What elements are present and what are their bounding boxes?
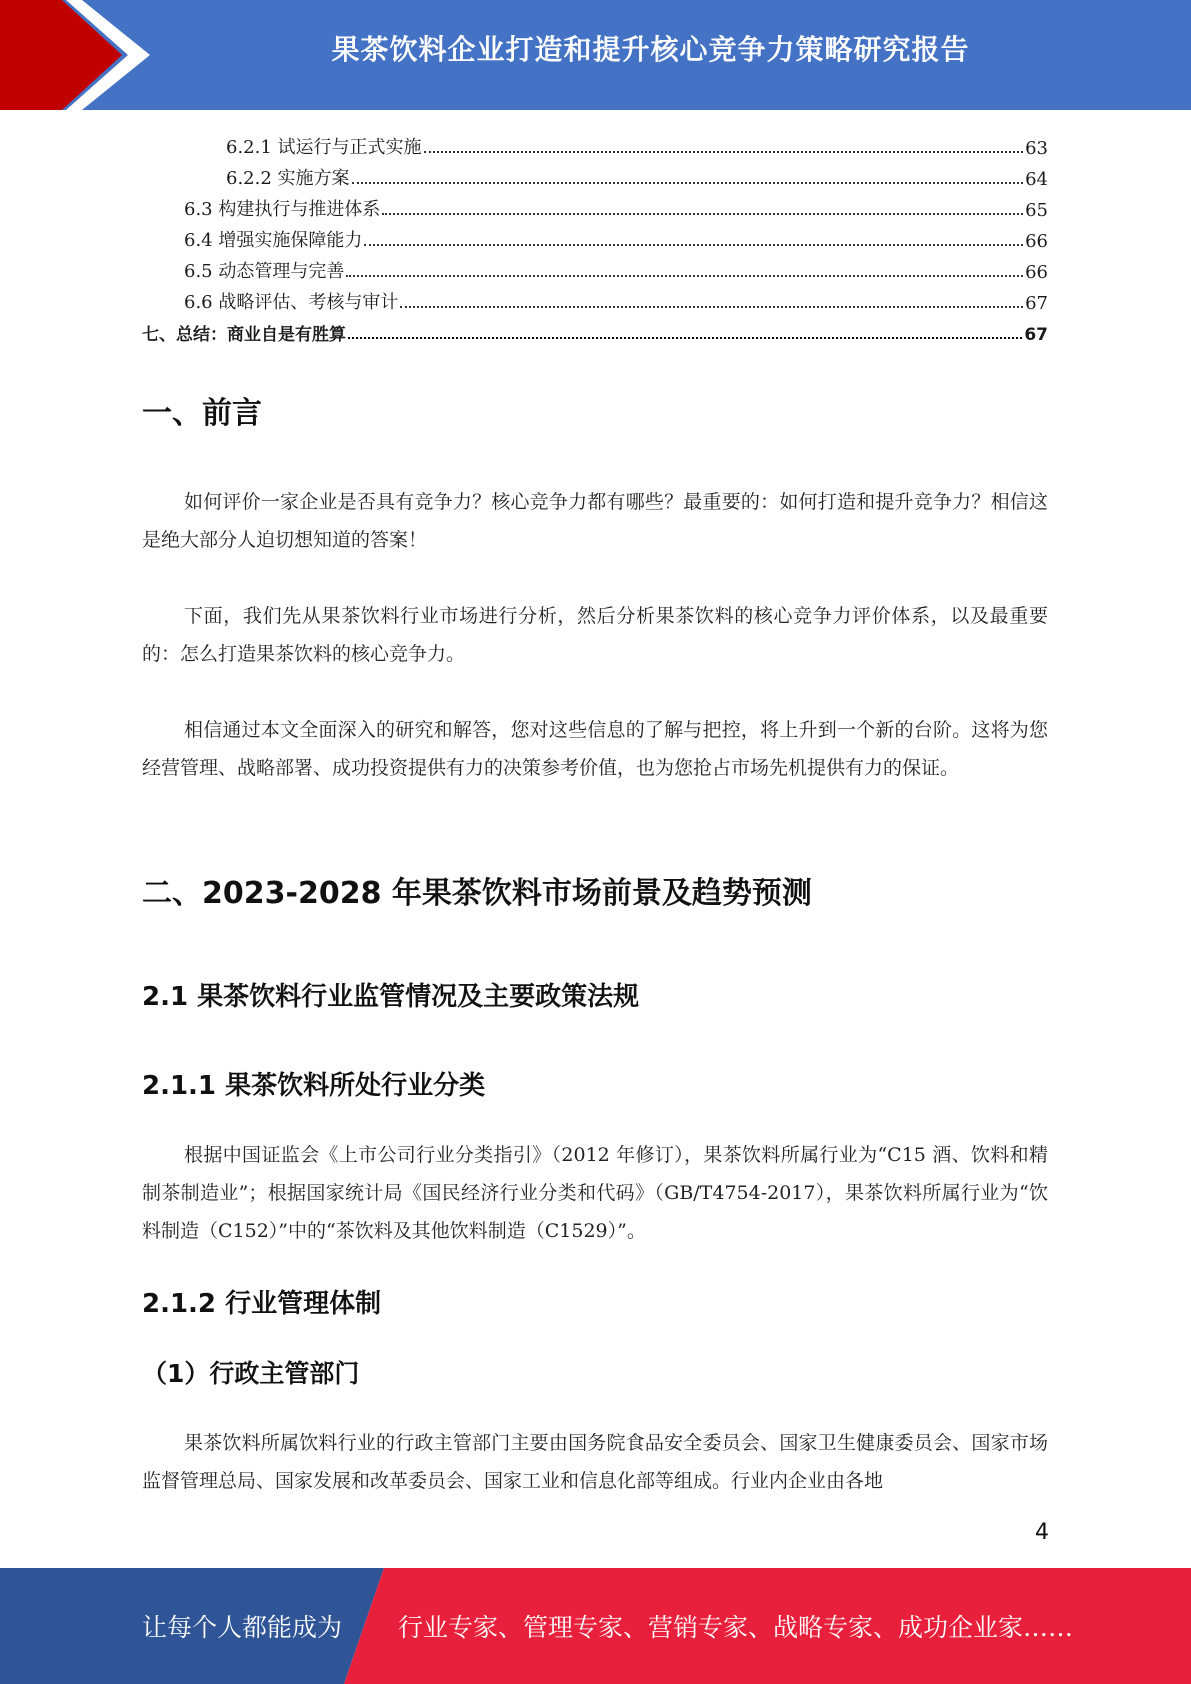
- paragraph: 根据中国证监会《上市公司行业分类指引》（2012 年修订），果茶饮料所属行业为“C15 酒、饮料和精制茶制造业”；根据国家统计局《国民经济行业分类和代码》（GB/T4754-2017），果茶饮料所属行业为“饮料制造（C152）”中的“茶饮料及其他饮料制造（C1529）”。: [142, 1144, 1048, 1242]
- toc-entry-label: 6.2.2 实施方案: [226, 168, 350, 189]
- toc-entry-label: 6.3 构建执行与推进体系: [184, 199, 381, 220]
- section-heading: 2.1 果茶饮料行业监管情况及主要政策法规: [142, 982, 640, 1012]
- toc-entry-label: 6.6 战略评估、考核与审计: [184, 292, 399, 313]
- toc-leader: [346, 275, 1023, 277]
- toc-entry-page: 66: [1025, 231, 1048, 252]
- toc-entry[interactable]: [142, 159, 1048, 190]
- toc-entry-page: 64: [1025, 169, 1048, 190]
- toc-leader: [382, 213, 1023, 215]
- page-footer: [0, 1568, 1191, 1684]
- toc-entry-page: 67: [1024, 325, 1048, 345]
- paragraph: 下面，我们先从果茶饮料行业市场进行分析，然后分析果茶饮料的核心竞争力评价体系，以及最重要的：怎么打造果茶饮料的核心竞争力。: [142, 605, 1048, 665]
- toc-entry[interactable]: [142, 190, 1048, 221]
- toc-entry-label: 6.4 增强实施保障能力: [184, 230, 363, 251]
- header-arrow-graphic: [0, 0, 160, 110]
- footer-slogan-right: 行业专家、管理专家、营销专家、战略专家、成功企业家……: [398, 1613, 1074, 1642]
- toc-entry-page: 66: [1025, 262, 1048, 283]
- toc-leader: [364, 244, 1023, 246]
- chapter-heading: 二、2023-2028 年果茶饮料市场前景及趋势预测: [142, 876, 812, 911]
- paragraph: 果茶饮料所属饮料行业的行政主管部门主要由国务院食品安全委员会、国家卫生健康委员会、国家市场监督管理总局、国家发展和改革委员会、国家工业和信息化部等组成。行业内企业由各地: [142, 1432, 1048, 1492]
- footer-slogan-left: 让每个人都能成为: [142, 1613, 343, 1642]
- toc-leader: [424, 151, 1024, 153]
- toc-entry-label: 6.2.1 试运行与正式实施: [226, 137, 422, 158]
- section-heading-preface: 一、前言: [142, 396, 262, 431]
- subsection-heading: 2.1.2 行业管理体制: [142, 1289, 382, 1319]
- subsection-heading: 2.1.1 果茶饮料所处行业分类: [142, 1071, 486, 1101]
- page-number: 4: [1035, 1520, 1049, 1545]
- sub-heading: （1）行政主管部门: [142, 1359, 360, 1388]
- toc-entry-label: 七、总结：商业自是有胜算: [142, 325, 346, 345]
- toc-entry[interactable]: [142, 314, 1048, 345]
- toc-leader: [348, 337, 1022, 339]
- toc-entry[interactable]: [142, 252, 1048, 283]
- toc-entry-page: 65: [1025, 200, 1048, 221]
- toc-leader: [400, 306, 1023, 308]
- toc-entry-page: 63: [1025, 138, 1048, 159]
- toc-entry-page: 67: [1025, 293, 1048, 314]
- toc-entry[interactable]: [142, 221, 1048, 252]
- page-header: [0, 0, 1191, 110]
- table-of-contents: [142, 128, 1048, 345]
- toc-entry-label: 6.5 动态管理与完善: [184, 261, 345, 282]
- toc-leader: [352, 182, 1024, 184]
- paragraph: 如何评价一家企业是否具有竞争力？核心竞争力都有哪些？最重要的：如何打造和提升竞争力？相信这是绝大部分人迫切想知道的答案！: [142, 491, 1048, 551]
- toc-entry[interactable]: [142, 283, 1048, 314]
- paragraph: 相信通过本文全面深入的研究和解答，您对这些信息的了解与把控，将上升到一个新的台阶。这将为您经营管理、战略部署、成功投资提供有力的决策参考价值，也为您抢占市场先机提供有力的保证。: [142, 719, 1048, 779]
- header-title: 果茶饮料企业打造和提升核心竞争力策略研究报告: [331, 33, 970, 66]
- toc-entry[interactable]: [142, 128, 1048, 159]
